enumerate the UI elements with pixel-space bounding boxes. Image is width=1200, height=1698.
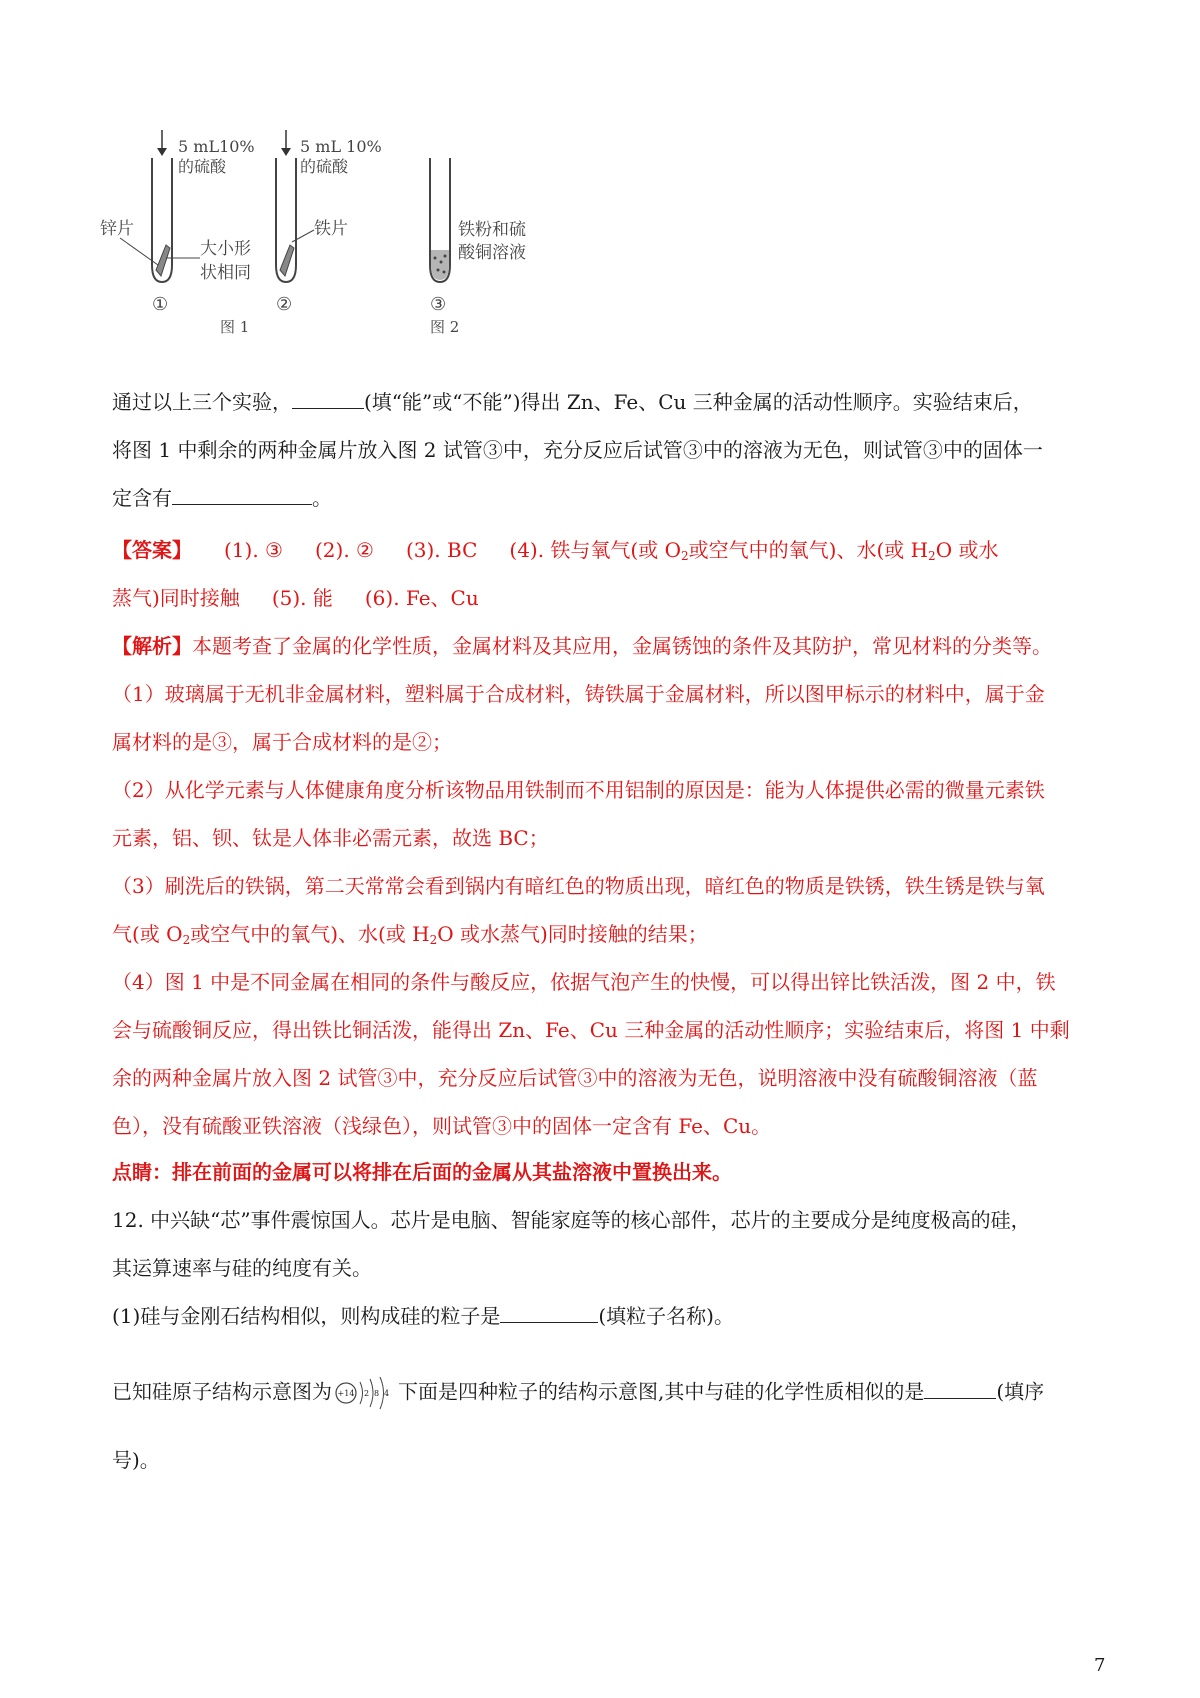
analysis-p2-line2: 元素，铝、钡、钛是人体非必需元素，故选 BC； [112,826,549,850]
silicon-atom-structure-diagram [334,1374,396,1412]
test-tube-figure [100,130,560,370]
analysis-p4-line4: 色），没有硫酸亚铁溶液（浅绿色），则试管③中的固体一定含有 Fe、Cu。 [112,1114,772,1138]
analysis-p4-line1: （4）图 1 中是不同金属在相同的条件与酸反应，依据气泡产生的快慢，可以得出锌比铁活泼，图 2 中，铁 [112,970,1056,994]
tube1-number: ① [152,294,169,315]
analysis-p1-line1: （1）玻璃属于无机非金属材料，塑料属于合成材料，铸铁属于金属材料，所以图甲标示的材料中，属于金 [112,682,1045,706]
svg-text:+14: +14 [337,1389,355,1398]
q12-line-5: 号)。 [112,1448,160,1472]
q12-line-3: (1)硅与金刚石结构相似，则构成硅的粒子是 (填粒子名称)。 [112,1304,734,1328]
question-line-1: 通过以上三个实验， (填“能”或“不能”)得出 Zn、Fe、Cu 三种金属的活动性顺序。实验结束后， [112,390,1033,414]
same-shape-label-1: 大小形 [200,239,251,259]
answer-blank-similar [924,1380,996,1399]
analysis-p3-line1: （3）刷洗后的铁锅，第二天常常会看到锅内有暗红色的物质出现，暗红色的物质是铁锈，铁生锈是铁与氧 [112,874,1045,898]
q12-line-2: 其运算速率与硅的纯度有关。 [112,1256,372,1280]
answer-line-1 [112,536,1102,570]
answer-1: (1). ③ [224,538,283,562]
tube3-label-1: 铁粉和硫 [458,220,526,240]
tube1-top-label-2: 的硫酸 [178,157,227,176]
svg-text:2: 2 [364,1389,370,1398]
answer-blank-can [292,390,364,409]
analysis-p3-line2: 气(或 $O_2$或空气中的氧气)、水(或 $H_2O$ 或水蒸气)同时接触的结果； [112,922,708,947]
answer-4: (4). 铁与氧气(或 $O_2$或空气中的氧气)、水(或 $H_2O$ 或水 [509,538,999,563]
answer-line-2: 蒸气)同时接触 (5). 能 (6). Fe、Cu [112,586,479,610]
analysis-tip: 点睛：排在前面的金属可以将排在后面的金属从其盐溶液中置换出来。 [112,1160,732,1184]
answer-5: (5). 能 [271,586,333,610]
analysis-tag: 【解析】 [112,634,192,658]
zinc-label: 锌片 [100,219,134,239]
same-shape-label-2: 状相同 [200,263,251,283]
answer-3: (3). BC [405,538,478,562]
analysis-p4-line3: 余的两种金属片放入图 2 试管③中，充分反应后试管③中的溶液为无色，说明溶液中没有硫酸铜溶液（蓝 [112,1066,1038,1090]
question-line-2: 将图 1 中剩余的两种金属片放入图 2 试管③中，充分反应后试管③中的溶液为无色，则试管③中的固体一 [112,438,1043,462]
answer-tag: 【答案】 [112,538,192,562]
tube2-top-label-1: 5 mL 10% [300,137,382,156]
answer-blank-solid [172,486,312,505]
figure-2-caption: 图 2 [430,318,460,336]
tube3-label-2: 酸铜溶液 [458,243,526,263]
q12-line-4: 已知硅原子结构示意图为 +14 2 8 4 下面是四种粒子的结构示意图,其中与硅的化学性质相似的是 (填序 [112,1374,1102,1412]
figure-1-caption: 图 1 [220,318,250,336]
tube-3 [430,158,450,282]
svg-text:8: 8 [374,1389,380,1398]
analysis-p2-line1: （2）从化学元素与人体健康角度分析该物品用铁制而不用铝制的原因是：能为人体提供必需的微量元素铁 [112,778,1045,802]
analysis-p1-line2: 属材料的是③，属于合成材料的是②； [112,730,452,754]
question-line-3: 定含有 。 [112,486,332,510]
analysis-intro: 【解析】本题考查了金属的化学性质，金属材料及其应用，金属锈蚀的条件及其防护，常见材料的分类等。 [112,634,1052,658]
page-number: 7 [1094,1655,1106,1676]
test-tube-diagram [100,130,560,370]
svg-text:4: 4 [384,1389,390,1398]
q12-line-1: 12. 中兴缺“芯”事件震惊国人。芯片是电脑、智能家庭等的核心部件，芯片的主要成分是纯度极高的硅， [112,1208,1031,1232]
tube2-number: ② [276,294,293,315]
answer-2: (2). ② [314,538,374,562]
tube2-top-label-2: 的硫酸 [300,157,349,176]
tube3-number: ③ [430,294,447,315]
iron-label: 铁片 [314,219,348,239]
analysis-p4-line2: 会与硫酸铜反应，得出铁比铜活泼，能得出 Zn、Fe、Cu 三种金属的活动性顺序；实验结束后，将图 1 中剩 [112,1018,1070,1042]
tube1-top-label-1: 5 mL10% [178,137,255,156]
answer-6: (6). Fe、Cu [364,586,479,610]
answer-blank-particle [500,1304,598,1323]
